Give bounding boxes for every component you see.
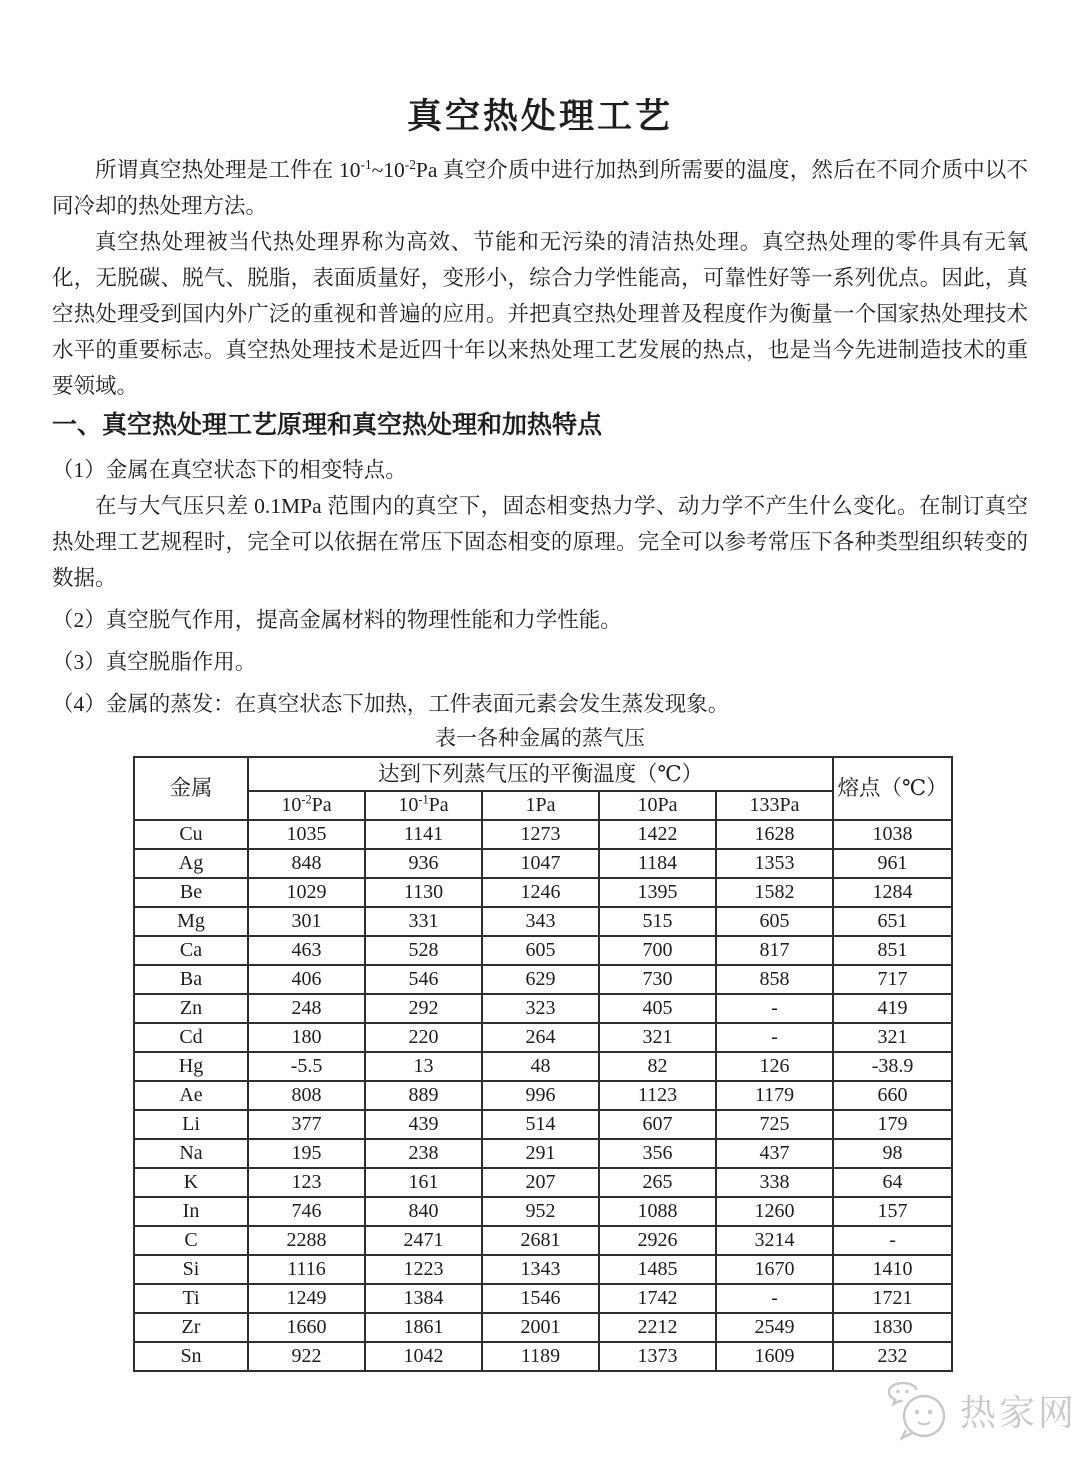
watermark [884, 1382, 1077, 1444]
temperature-cell: 1353 [716, 849, 833, 878]
metal-cell: Mg [134, 907, 248, 936]
table-row [134, 1313, 952, 1342]
temperature-cell: 1609 [716, 1342, 833, 1371]
temperature-cell: 936 [365, 849, 482, 878]
temperature-cell: 1042 [365, 1342, 482, 1371]
temperature-cell: 808 [248, 1081, 365, 1110]
melting-point-column-header: 熔点（℃） [833, 757, 952, 820]
temperature-cell: 161 [365, 1168, 482, 1197]
melting-point-cell: 64 [833, 1168, 952, 1197]
table-header [134, 757, 952, 820]
temperature-cell: 817 [716, 936, 833, 965]
table-row [134, 1284, 952, 1313]
metal-cell: Li [134, 1110, 248, 1139]
temperature-cell: 1246 [482, 878, 599, 907]
temperature-cell: 343 [482, 907, 599, 936]
temperature-cell: 996 [482, 1081, 599, 1110]
temperature-cell: 2926 [599, 1226, 716, 1255]
document-title: 真空热处理工艺 [406, 97, 673, 136]
equilibrium-temperature-group-header: 达到下列蒸气压的平衡温度（℃） [248, 757, 833, 791]
temperature-cell: 629 [482, 965, 599, 994]
temperature-cell: 180 [248, 1023, 365, 1052]
temperature-cell: 1373 [599, 1342, 716, 1371]
temperature-cell: 1670 [716, 1255, 833, 1284]
pressure-base: 1 [525, 794, 536, 816]
pressure-unit: Pa [779, 794, 800, 816]
metal-cell: In [134, 1197, 248, 1226]
metal-cell: Be [134, 878, 248, 907]
melting-point-cell: -38.9 [833, 1052, 952, 1081]
melting-point-cell: 1830 [833, 1313, 952, 1342]
temperature-cell: 1123 [599, 1081, 716, 1110]
temperature-cell: 2288 [248, 1226, 365, 1255]
temperature-cell: 1395 [599, 878, 716, 907]
melting-point-cell: 660 [833, 1081, 952, 1110]
temperature-cell: 848 [248, 849, 365, 878]
metal-cell: Zn [134, 994, 248, 1023]
melting-point-cell: 1410 [833, 1255, 952, 1284]
metal-cell: C [134, 1226, 248, 1255]
metal-cell: Cd [134, 1023, 248, 1052]
melting-point-cell: 1284 [833, 878, 952, 907]
list-item-1: （1）金属在真空状态下的相变特点。 [52, 458, 407, 482]
table-caption: 表一各种金属的蒸气压 [435, 726, 645, 750]
melting-point-cell: - [833, 1226, 952, 1255]
temperature-cell: 463 [248, 936, 365, 965]
temperature-cell: 1088 [599, 1197, 716, 1226]
temperature-cell: 1582 [716, 878, 833, 907]
temperature-cell: 746 [248, 1197, 365, 1226]
melting-point-cell: 419 [833, 994, 952, 1023]
pressure-unit: Pa [428, 794, 449, 816]
temperature-cell: - [716, 1023, 833, 1052]
metal-cell: Ag [134, 849, 248, 878]
temperature-cell: 123 [248, 1168, 365, 1197]
pressure-unit: Pa [311, 794, 332, 816]
temperature-cell: 1035 [248, 820, 365, 849]
melting-point-cell: 651 [833, 907, 952, 936]
melting-point-cell: 232 [833, 1342, 952, 1371]
temperature-cell: 1861 [365, 1313, 482, 1342]
temperature-cell: 1422 [599, 820, 716, 849]
temperature-cell: 406 [248, 965, 365, 994]
table-row [134, 849, 952, 878]
intro-text-segment: ~10 [371, 158, 405, 182]
table-row [134, 1168, 952, 1197]
temperature-cell: 2549 [716, 1313, 833, 1342]
temperature-cell: 220 [365, 1023, 482, 1052]
table-row [134, 1255, 952, 1284]
temperature-cell: 2001 [482, 1313, 599, 1342]
table-row [134, 907, 952, 936]
temperature-cell: 1184 [599, 849, 716, 878]
pressure-exponent: -2 [404, 156, 416, 172]
table-row [134, 965, 952, 994]
chat-bubbles-logo-icon [884, 1382, 954, 1444]
pressure-base: 10 [637, 794, 658, 816]
temperature-cell: 922 [248, 1342, 365, 1371]
table-row [134, 1081, 952, 1110]
temperature-cell: 1047 [482, 849, 599, 878]
table-row [134, 1197, 952, 1226]
temperature-cell: 338 [716, 1168, 833, 1197]
pressure-base: 10 [398, 794, 419, 816]
temperature-cell: 1273 [482, 820, 599, 849]
temperature-cell: 82 [599, 1052, 716, 1081]
temperature-cell: 377 [248, 1110, 365, 1139]
melting-point-cell: 717 [833, 965, 952, 994]
temperature-cell: 291 [482, 1139, 599, 1168]
temperature-cell: 1260 [716, 1197, 833, 1226]
temperature-cell: 858 [716, 965, 833, 994]
temperature-cell: 1628 [716, 820, 833, 849]
pressure-exponent: -1 [360, 156, 372, 172]
list-item-4: （4）金属的蒸发：在真空状态下加热，工件表面元素会发生蒸发现象。 [52, 692, 730, 716]
intro-text-segment: 所谓真空热处理是工件在 10 [95, 158, 361, 182]
temperature-cell: 437 [716, 1139, 833, 1168]
pressure-unit: Pa [535, 794, 556, 816]
metal-cell: K [134, 1168, 248, 1197]
temperature-cell: 700 [599, 936, 716, 965]
table-row [134, 994, 952, 1023]
melting-point-cell: 157 [833, 1197, 952, 1226]
metal-cell: Sn [134, 1342, 248, 1371]
temperature-cell: -5.5 [248, 1052, 365, 1081]
temperature-cell: - [716, 1284, 833, 1313]
temperature-cell: 1223 [365, 1255, 482, 1284]
temperature-cell: 323 [482, 994, 599, 1023]
temperature-cell: 1384 [365, 1284, 482, 1313]
temperature-cell: 607 [599, 1110, 716, 1139]
table-row [134, 1110, 952, 1139]
melting-point-cell: 1721 [833, 1284, 952, 1313]
temperature-cell: 356 [599, 1139, 716, 1168]
temperature-cell: 840 [365, 1197, 482, 1226]
temperature-cell: 1249 [248, 1284, 365, 1313]
metal-cell: Ba [134, 965, 248, 994]
melting-point-cell: 1038 [833, 820, 952, 849]
list-item-2: （2）真空脱气作用，提高金属材料的物理性能和力学性能。 [52, 608, 622, 632]
temperature-cell: 48 [482, 1052, 599, 1081]
temperature-cell: 2212 [599, 1313, 716, 1342]
temperature-cell: 725 [716, 1110, 833, 1139]
metal-cell: Cu [134, 820, 248, 849]
temperature-cell: 889 [365, 1081, 482, 1110]
metal-cell: Zr [134, 1313, 248, 1342]
pressure-base: 10 [281, 794, 302, 816]
metal-cell: Si [134, 1255, 248, 1284]
temperature-cell: 321 [599, 1023, 716, 1052]
document-body [52, 152, 1028, 1372]
temperature-cell: 1116 [248, 1255, 365, 1284]
melting-point-cell: 321 [833, 1023, 952, 1052]
table-row [134, 1023, 952, 1052]
pressure-column-header [599, 791, 716, 820]
table-row [134, 820, 952, 849]
pressure-column-header [716, 791, 833, 820]
metal-column-header: 金属 [134, 757, 248, 820]
temperature-cell: 439 [365, 1110, 482, 1139]
temperature-cell: 195 [248, 1139, 365, 1168]
temperature-cell: 605 [716, 907, 833, 936]
intro-paragraph [52, 152, 1028, 224]
intro-text-segment: Pa 真空介质中进行加热到所需要的温度，然后在不同介质中以不同冷却的热处理方法。 [52, 158, 1028, 218]
metal-cell: Hg [134, 1052, 248, 1081]
temperature-cell: 331 [365, 907, 482, 936]
item1-paragraph: 在与大气压只差 0.1MPa 范围内的真空下，固态相变热力学、动力学不产生什么变化。在制订真空热处理工艺规程时，完全可以依据在常压下固态相变的原理。完全可以参考常压下各种类型组织转变的数据。 [52, 494, 1028, 590]
temperature-cell: 1343 [482, 1255, 599, 1284]
metal-cell: Na [134, 1139, 248, 1168]
temperature-cell: 546 [365, 965, 482, 994]
watermark-site-name: 热家网 [960, 1393, 1078, 1433]
temperature-cell: 301 [248, 907, 365, 936]
temperature-cell: 207 [482, 1168, 599, 1197]
temperature-cell: 248 [248, 994, 365, 1023]
pressure-unit: Pa [657, 794, 678, 816]
temperature-cell: 730 [599, 965, 716, 994]
temperature-cell: 514 [482, 1110, 599, 1139]
table-row [134, 936, 952, 965]
temperature-cell: 952 [482, 1197, 599, 1226]
temperature-cell: 1029 [248, 878, 365, 907]
temperature-cell: 292 [365, 994, 482, 1023]
temperature-cell: 13 [365, 1052, 482, 1081]
temperature-cell: 1179 [716, 1081, 833, 1110]
temperature-cell: - [716, 994, 833, 1023]
temperature-cell: 605 [482, 936, 599, 965]
table-row [134, 878, 952, 907]
metal-cell: Ca [134, 936, 248, 965]
temperature-cell: 1130 [365, 878, 482, 907]
temperature-cell: 1141 [365, 820, 482, 849]
pressure-column-header [482, 791, 599, 820]
overview-paragraph: 真空热处理被当代热处理界称为高效、节能和无污染的清洁热处理。真空热处理的零件具有无氧化，无脱碳、脱气、脱脂，表面质量好，变形小，综合力学性能高，可靠性好等一系列优点。因此，真空热处理受到国内外广泛的重视和普遍的应用。并把真空热处理普及程度作为衡量一个国家热处理技术水平的重要标志。真空热处理技术是近四十年以来热处理工艺发展的热点，也是当今先进制造技术的重要领域。 [52, 230, 1028, 398]
temperature-cell: 2471 [365, 1226, 482, 1255]
temperature-cell: 265 [599, 1168, 716, 1197]
temperature-cell: 1485 [599, 1255, 716, 1284]
section-heading: 一、真空热处理工艺原理和真空热处理和加热特点 [52, 412, 603, 439]
temperature-cell: 238 [365, 1139, 482, 1168]
pressure-exponent: -1 [418, 792, 429, 807]
pressure-base: 133 [749, 794, 780, 816]
temperature-cell: 3214 [716, 1226, 833, 1255]
metal-cell: Ti [134, 1284, 248, 1313]
temperature-cell: 126 [716, 1052, 833, 1081]
header-row-pressures [134, 791, 952, 820]
list-item-3: （3）真空脱脂作用。 [52, 650, 257, 674]
header-row-group [134, 757, 952, 791]
table-row [134, 1226, 952, 1255]
table-row [134, 1342, 952, 1371]
melting-point-cell: 98 [833, 1139, 952, 1168]
temperature-cell: 1742 [599, 1284, 716, 1313]
melting-point-cell: 961 [833, 849, 952, 878]
table-row [134, 1052, 952, 1081]
temperature-cell: 1660 [248, 1313, 365, 1342]
temperature-cell: 528 [365, 936, 482, 965]
pressure-column-header [365, 791, 482, 820]
melting-point-cell: 179 [833, 1110, 952, 1139]
pressure-column-header [248, 791, 365, 820]
temperature-cell: 1546 [482, 1284, 599, 1313]
temperature-cell: 405 [599, 994, 716, 1023]
vapor-table-body [134, 820, 952, 1371]
melting-point-cell: 851 [833, 936, 952, 965]
metal-cell: Ae [134, 1081, 248, 1110]
temperature-cell: 264 [482, 1023, 599, 1052]
temperature-cell: 1189 [482, 1342, 599, 1371]
temperature-cell: 515 [599, 907, 716, 936]
table-row [134, 1139, 952, 1168]
vapor-pressure-table [133, 756, 953, 1372]
pressure-exponent: -2 [301, 792, 312, 807]
temperature-cell: 2681 [482, 1226, 599, 1255]
